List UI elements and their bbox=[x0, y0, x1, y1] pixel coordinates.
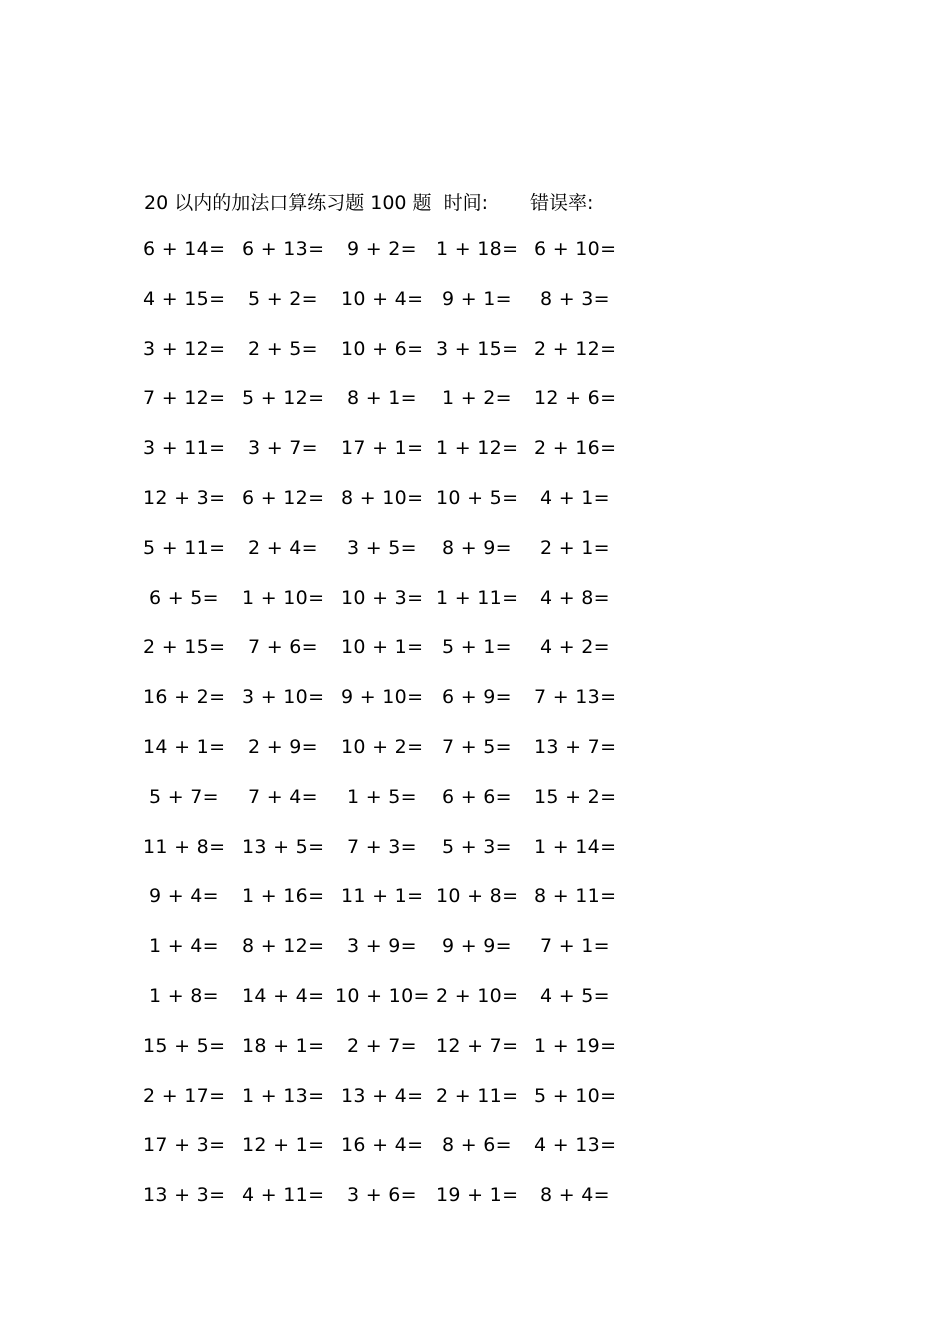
problem-item: 4 + 8= bbox=[540, 586, 610, 609]
problem-item: 4 + 2= bbox=[540, 636, 610, 659]
problem-item: 2 + 4= bbox=[248, 536, 318, 559]
problem-item: 10 + 10= bbox=[335, 985, 430, 1007]
problem-item: 2 + 15= bbox=[143, 636, 226, 659]
problem-item: 7 + 4= bbox=[248, 785, 318, 808]
problem-item: 3 + 7= bbox=[248, 437, 318, 460]
problem-item: 2 + 12= bbox=[534, 337, 617, 360]
problem-item: 9 + 4= bbox=[149, 885, 219, 908]
problem-item: 10 + 3= bbox=[341, 586, 424, 609]
problem-item: 14 + 4= bbox=[242, 985, 325, 1007]
problem-item: 6 + 5= bbox=[149, 586, 219, 609]
problem-item: 8 + 4= bbox=[540, 1184, 610, 1207]
worksheet-title: 20 以内的加法口算练习题 100 题 bbox=[144, 191, 432, 214]
time-label: 时间: bbox=[443, 191, 488, 214]
problem-item: 7 + 5= bbox=[442, 736, 512, 758]
problem-item: 12 + 7= bbox=[436, 1034, 519, 1057]
problem-item: 5 + 1= bbox=[442, 636, 512, 659]
problem-item: 13 + 7= bbox=[534, 736, 617, 758]
problem-item: 10 + 4= bbox=[341, 287, 424, 310]
problem-item: 10 + 6= bbox=[341, 337, 424, 360]
problem-item: 2 + 17= bbox=[143, 1084, 226, 1107]
problem-item: 15 + 5= bbox=[143, 1034, 226, 1057]
problem-item: 5 + 2= bbox=[248, 287, 318, 310]
problem-item: 13 + 5= bbox=[242, 835, 325, 858]
problem-item: 3 + 12= bbox=[143, 337, 226, 360]
problem-item: 8 + 9= bbox=[442, 536, 512, 559]
problem-item: 6 + 9= bbox=[442, 686, 512, 709]
problem-item: 4 + 5= bbox=[540, 985, 610, 1007]
problem-item: 12 + 3= bbox=[143, 487, 226, 509]
problem-item: 1 + 12= bbox=[436, 437, 519, 460]
problem-item: 9 + 1= bbox=[442, 287, 512, 310]
problem-item: 1 + 13= bbox=[242, 1084, 325, 1107]
problem-item: 8 + 3= bbox=[540, 287, 610, 310]
problem-item: 5 + 7= bbox=[149, 785, 219, 808]
problem-item: 15 + 2= bbox=[534, 785, 617, 808]
problem-item: 9 + 10= bbox=[341, 686, 424, 709]
problem-item: 17 + 1= bbox=[341, 437, 424, 460]
problem-item: 19 + 1= bbox=[436, 1184, 519, 1207]
problem-item: 16 + 4= bbox=[341, 1134, 424, 1157]
problem-item: 8 + 12= bbox=[242, 935, 325, 958]
problem-item: 2 + 5= bbox=[248, 337, 318, 360]
problem-item: 16 + 2= bbox=[143, 686, 226, 709]
problem-item: 7 + 6= bbox=[248, 636, 318, 659]
problem-item: 2 + 11= bbox=[436, 1084, 519, 1107]
problem-item: 6 + 12= bbox=[242, 487, 325, 509]
problem-item: 10 + 5= bbox=[436, 487, 519, 509]
problem-item: 17 + 3= bbox=[143, 1134, 226, 1157]
problem-item: 2 + 9= bbox=[248, 736, 318, 758]
problem-item: 3 + 11= bbox=[143, 437, 226, 460]
problem-item: 1 + 14= bbox=[534, 835, 617, 858]
problem-item: 2 + 16= bbox=[534, 437, 617, 460]
problem-item: 1 + 2= bbox=[442, 387, 512, 410]
problem-item: 4 + 1= bbox=[540, 487, 610, 509]
problem-item: 1 + 16= bbox=[242, 885, 325, 908]
problem-item: 6 + 10= bbox=[534, 238, 617, 260]
problem-item: 7 + 1= bbox=[540, 935, 610, 958]
problem-item: 3 + 6= bbox=[347, 1184, 417, 1207]
problem-item: 8 + 10= bbox=[341, 487, 424, 509]
problem-item: 12 + 1= bbox=[242, 1134, 325, 1157]
problem-item: 4 + 13= bbox=[534, 1134, 617, 1157]
problem-item: 6 + 6= bbox=[442, 785, 512, 808]
problem-item: 9 + 2= bbox=[347, 238, 417, 260]
problem-item: 7 + 3= bbox=[347, 835, 417, 858]
problem-item: 2 + 1= bbox=[540, 536, 610, 559]
problem-item: 10 + 8= bbox=[436, 885, 519, 908]
problem-item: 18 + 1= bbox=[242, 1034, 325, 1057]
problem-item: 3 + 9= bbox=[347, 935, 417, 958]
problem-item: 8 + 6= bbox=[442, 1134, 512, 1157]
problem-item: 6 + 14= bbox=[143, 238, 226, 260]
problem-item: 11 + 1= bbox=[341, 885, 424, 908]
problem-item: 1 + 4= bbox=[149, 935, 219, 958]
problem-item: 3 + 15= bbox=[436, 337, 519, 360]
problem-item: 8 + 1= bbox=[347, 387, 417, 410]
problem-item: 13 + 4= bbox=[341, 1084, 424, 1107]
problem-item: 3 + 5= bbox=[347, 536, 417, 559]
problem-item: 10 + 2= bbox=[341, 736, 424, 758]
problem-item: 1 + 10= bbox=[242, 586, 325, 609]
problem-item: 2 + 10= bbox=[436, 985, 519, 1007]
problem-item: 13 + 3= bbox=[143, 1184, 226, 1207]
problem-item: 14 + 1= bbox=[143, 736, 226, 758]
problem-item: 1 + 5= bbox=[347, 785, 417, 808]
problem-item: 1 + 11= bbox=[436, 586, 519, 609]
problem-item: 5 + 10= bbox=[534, 1084, 617, 1107]
problem-item: 4 + 15= bbox=[143, 287, 226, 310]
problem-item: 3 + 10= bbox=[242, 686, 325, 709]
problem-item: 1 + 8= bbox=[149, 985, 219, 1007]
problem-item: 5 + 3= bbox=[442, 835, 512, 858]
problem-item: 5 + 12= bbox=[242, 387, 325, 410]
problem-item: 7 + 12= bbox=[143, 387, 226, 410]
problem-item: 12 + 6= bbox=[534, 387, 617, 410]
problem-item: 1 + 18= bbox=[436, 238, 519, 260]
problem-item: 5 + 11= bbox=[143, 536, 226, 559]
problem-item: 8 + 11= bbox=[534, 885, 617, 908]
problem-item: 4 + 11= bbox=[242, 1184, 325, 1207]
error-rate-label: 错误率: bbox=[529, 191, 594, 214]
problem-item: 2 + 7= bbox=[347, 1034, 417, 1057]
problem-item: 6 + 13= bbox=[242, 238, 325, 260]
problem-item: 1 + 19= bbox=[534, 1034, 617, 1057]
problem-item: 7 + 13= bbox=[534, 686, 617, 709]
problem-item: 10 + 1= bbox=[341, 636, 424, 659]
problem-item: 9 + 9= bbox=[442, 935, 512, 958]
problem-item: 11 + 8= bbox=[143, 835, 226, 858]
